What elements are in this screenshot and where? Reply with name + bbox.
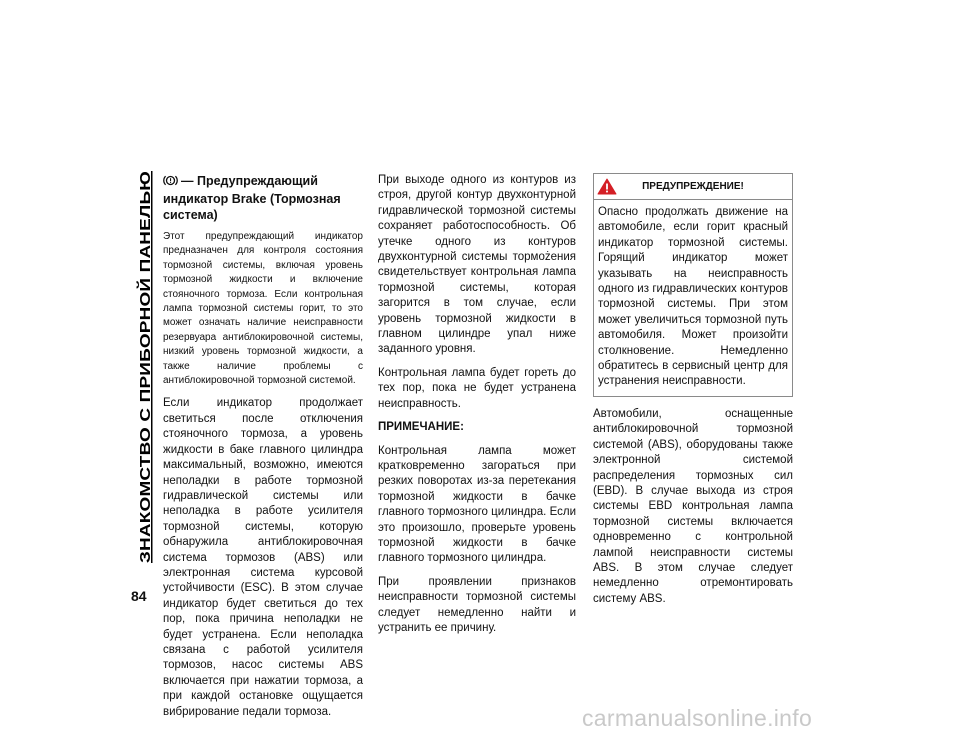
malfunction-paragraph: При проявлении признаков неисправности тормозной системы следует немедленно найти и устранить ее причину. <box>378 575 576 634</box>
lamp-paragraph: Контрольная лампа будет гореть до тех пор, пока не будет устранена неисправность. <box>378 366 576 410</box>
intro-paragraph: Этот предупреждающий индикатор предназначен для контроля состояния тормозной системы, включая уровень тормозной жидкости и включение стояночного тормоза. Если контрольная лампа тормозной системы горит, то это может означать наличие неисправности резервуара антиблокировочной системы, низкий уровень тормозной жидкости, а также наличие проблемы с антиблокировочной тормозной системой. <box>163 231 363 387</box>
middle-column <box>378 173 576 644</box>
brake-warning-icon <box>163 174 178 191</box>
body-paragraph: Если индикатор продолжает светиться после отключения стояночного тормоза, а уровень жидкости в баке главного цилиндра максимальный, возможно, имеются неполадки в работе тормозной гидравлической системы или неполадка в работе усилителя тормозной системы, которую обнаружила антиблокировочная система тормозов (ABS) или электронная система курсовой устойчивости (ESC). В этом случае индикатор будет светиться до тех пор, пока причина неполадки не будет устранена. Если неполадка связана с работой усилителя тормозов, насос системы ABS включается при нажатии тормоза, а при каждой остановке ощущается вибрирование педали тормоза. <box>163 397 363 718</box>
warning-box <box>593 173 793 397</box>
watermark: carmanualsonline.info <box>582 705 813 731</box>
section-title-text: ЗНАКОМСТВО С ПРИБОРНОЙ ПАНЕЛЬЮ <box>137 252 154 563</box>
warning-title: ПРЕДУПРЕЖДЕНИЕ! <box>642 181 744 192</box>
left-column <box>163 173 363 728</box>
warning-triangle-icon <box>597 178 617 205</box>
ebd-paragraph: Автомобили, оснащенные антиблокировочной тормозной системой (ABS), оборудованы также электронной системой распределения тормозных сил (EBD). В случае выхода из строя системы EBD контрольная лампа тормозной системы включается одновременно с контрольной лампой неисправности системы ABS. В этом случае следует немедленно отремонтировать систему ABS. <box>593 407 793 605</box>
section-side-title <box>128 165 160 565</box>
note-text: Контрольная лампа может кратковременно загораться при резких поворотах из-за перетекания тормозной жидкости в бачке главного тормозного цилиндра. Если это произошло, проверьте уровень тормозной жидкости в бачке главного тормозного цилиндра. <box>378 444 576 565</box>
warning-header <box>594 174 792 200</box>
note-title: ПРИМЕЧАНИЕ: <box>378 421 464 434</box>
page-number: 84 <box>131 588 147 604</box>
heading-text: — Предупреждающий индикатор Brake (Тормозная система) <box>163 174 341 222</box>
warning-text: Опасно продолжать движение на автомобиле, если горит красный индикатор тормозной системы. Горящий индикатор может указывать на неисправность одного из гидравлических контуров тормозной системы. При этом может увеличиться тормозной путь автомобиля. Может произойти столкновение. Немедленно обратитесь в сервисный центр для устранения неисправности. <box>598 206 788 388</box>
brake-indicator-heading <box>163 173 363 223</box>
right-column <box>593 173 793 615</box>
circuit-paragraph: При выходе одного из контуров из строя, другой контур двухконтурной гидравлической тормозной системы сохраняет работоспособность. Об утечке одного из контуров двухконтурной системы тормożения свидетельствует контрольная лампа тормозной системы, которая загорится в том случае, если уровень тормозной жидкости в главном цилиндре упал ниже заданного уровня. <box>378 174 576 356</box>
